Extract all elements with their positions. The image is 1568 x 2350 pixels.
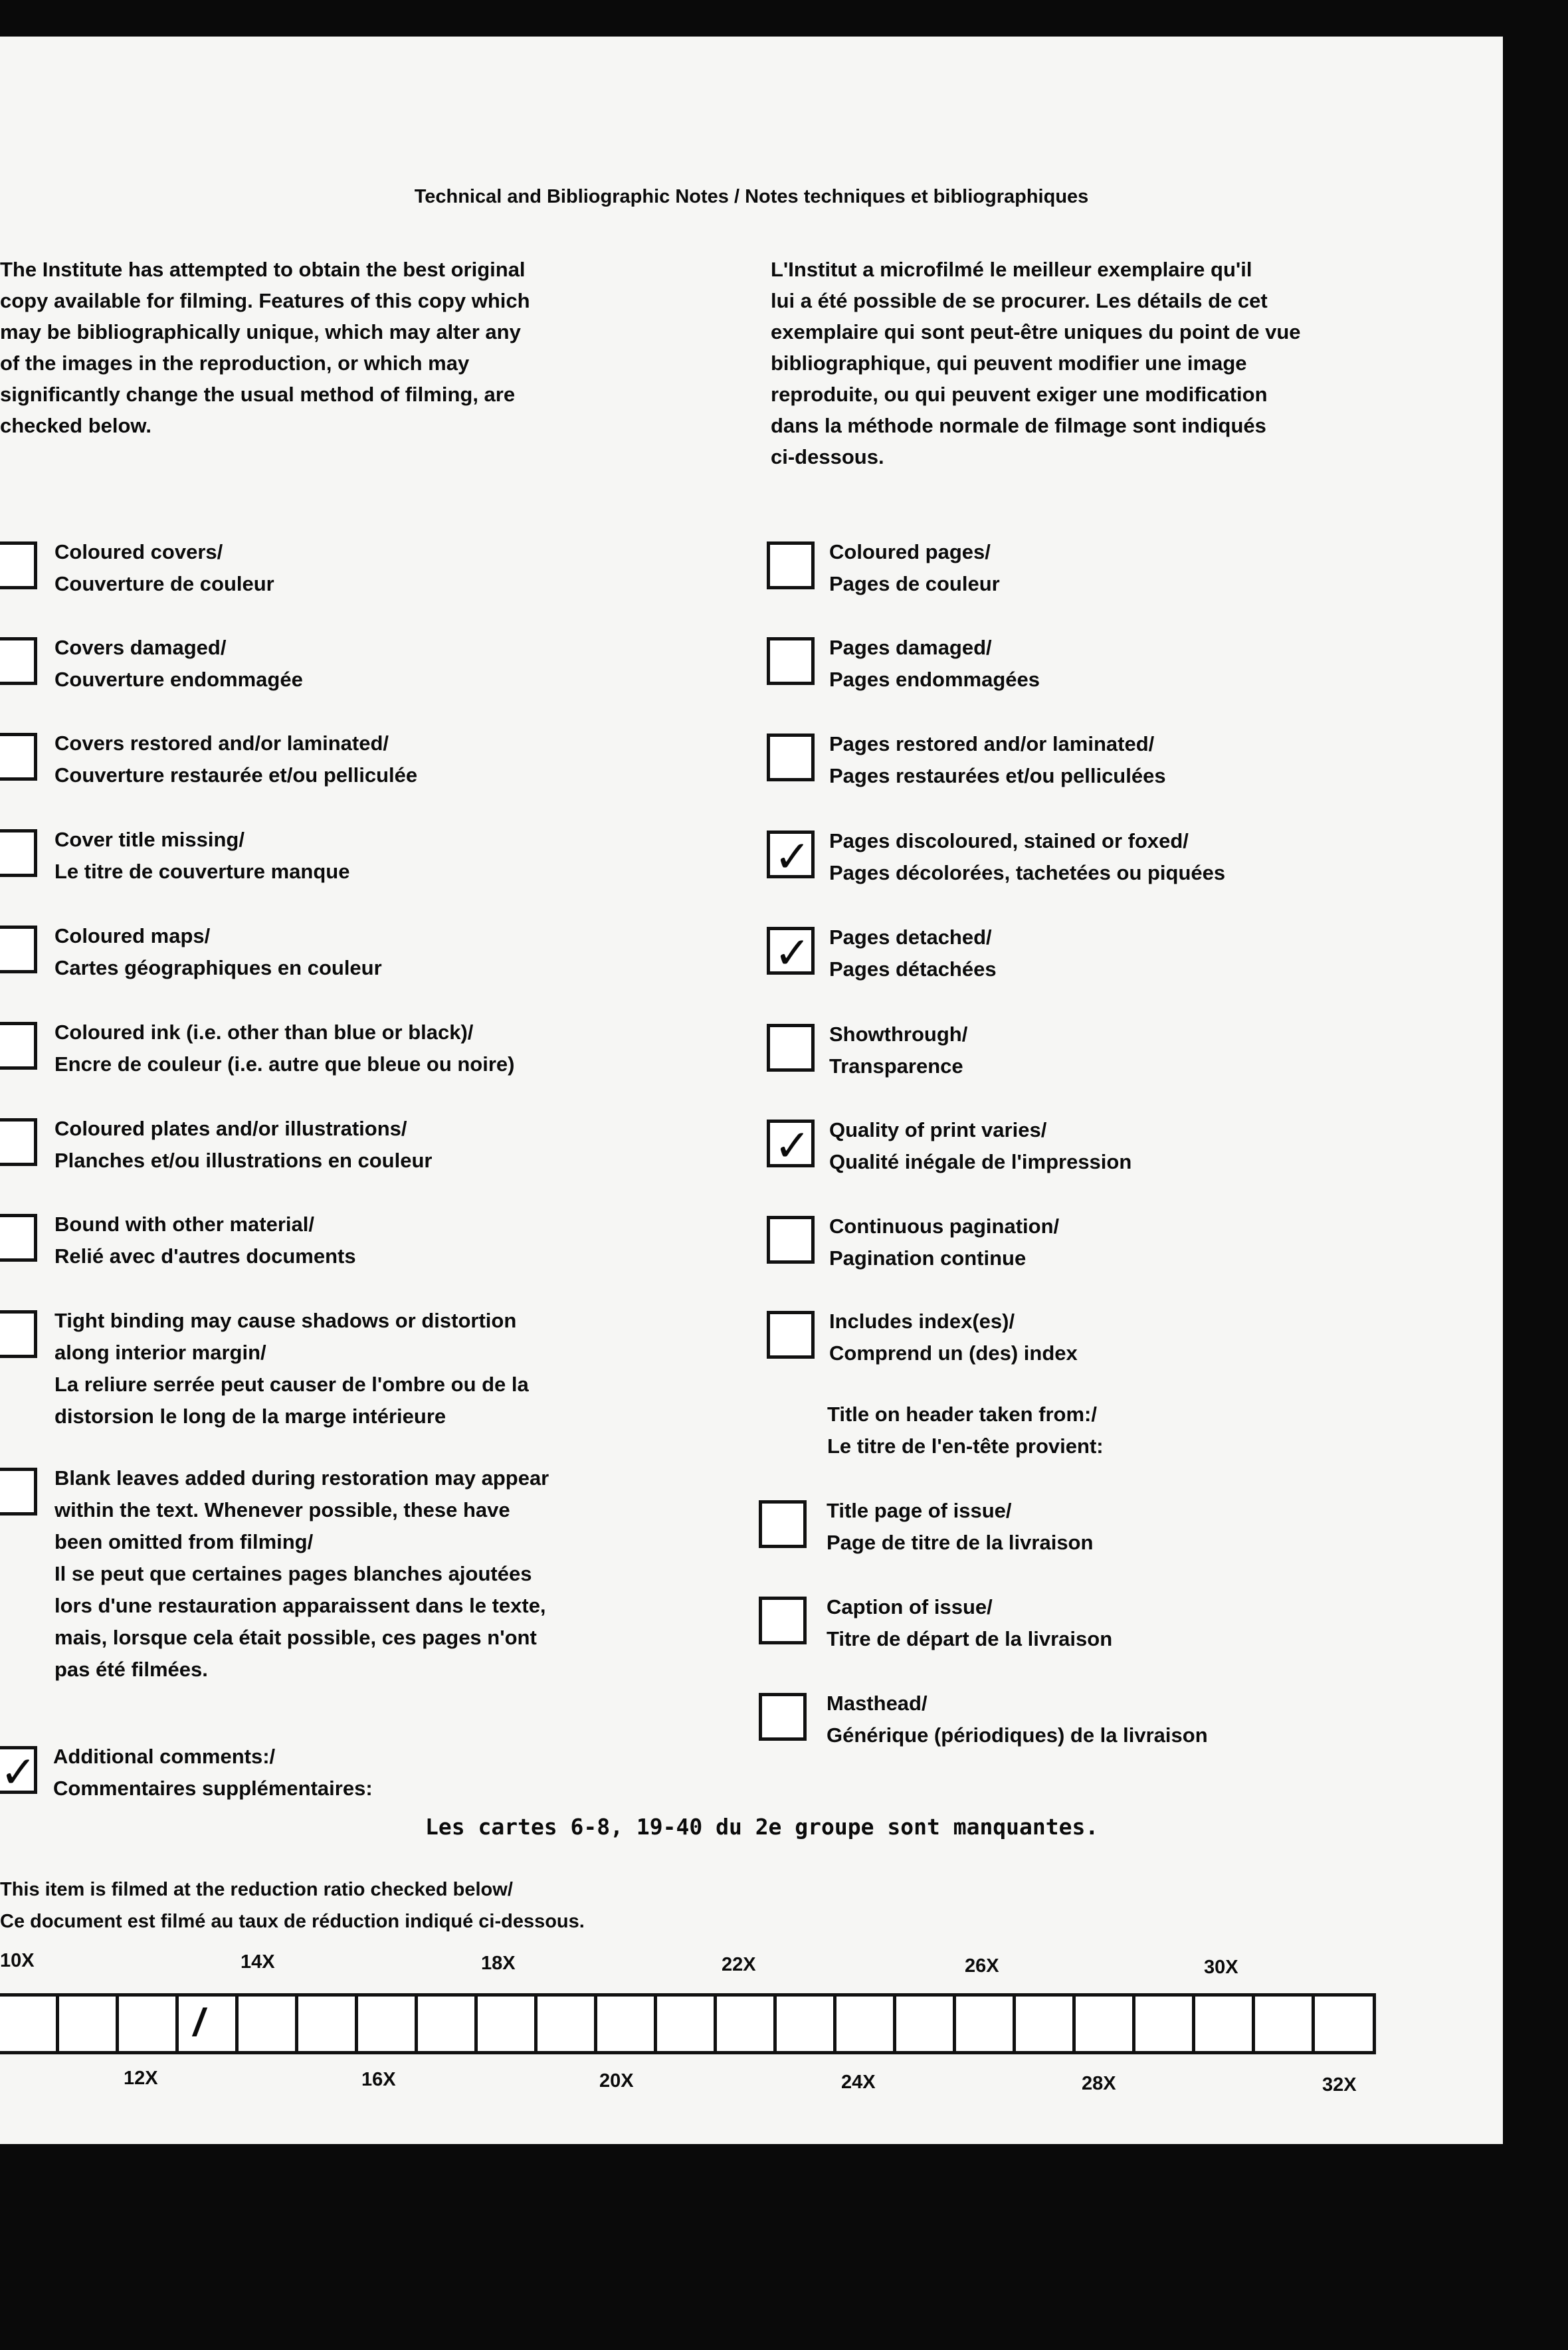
- checklist-label: [827, 1495, 1093, 1559]
- checkbox[interactable]: [0, 829, 37, 877]
- scale-label-bottom: 20X: [599, 2070, 634, 2092]
- checklist-label: [829, 825, 1225, 889]
- ratio-cell[interactable]: [175, 1997, 235, 2051]
- checklist-label: [54, 920, 382, 984]
- label-line: Caption of issue/: [827, 1595, 993, 1618]
- label-line: Pages restored and/or laminated/: [829, 732, 1155, 755]
- label-line: Showthrough/: [829, 1023, 968, 1046]
- intro-line: exemplaire qui sont peut-être uniques du point de vue: [771, 320, 1301, 343]
- checkbox[interactable]: [759, 1693, 807, 1741]
- intro-line: copy available for filming. Features of this copy which: [0, 289, 530, 312]
- ratio-check-mark-icon: /: [193, 2001, 205, 2044]
- ratio-cell[interactable]: [1252, 1997, 1312, 2051]
- label-line: Pages de couleur: [829, 572, 1000, 595]
- scale-label-bottom: 16X: [361, 2069, 396, 2090]
- label-line: Additional comments:/: [53, 1745, 276, 1768]
- ratio-cell[interactable]: [773, 1997, 833, 2051]
- reduction-ratio-grid: [0, 1993, 1376, 2054]
- label-line: Pagination continue: [829, 1246, 1027, 1270]
- header-note-line: Title on header taken from:/: [827, 1403, 1097, 1426]
- intro-line: dans la méthode normale de filmage sont indiqués: [771, 414, 1266, 437]
- label-line: Pages détachées: [829, 957, 997, 981]
- label-line: pas été filmées.: [54, 1658, 208, 1681]
- intro-english: [0, 254, 598, 441]
- ratio-cell[interactable]: [1132, 1997, 1192, 2051]
- ratio-cell[interactable]: [415, 1997, 474, 2051]
- label-line: Titre de départ de la livraison: [827, 1627, 1113, 1650]
- ratio-cell[interactable]: [474, 1997, 534, 2051]
- checklist-label: [53, 1741, 373, 1805]
- checklist-label: [829, 1114, 1131, 1178]
- label-line: been omitted from filming/: [54, 1530, 314, 1553]
- checkbox[interactable]: [767, 927, 815, 979]
- ratio-cell[interactable]: [0, 1997, 56, 2051]
- label-line: Pages discoloured, stained or foxed/: [829, 829, 1189, 852]
- checkbox[interactable]: [0, 1022, 37, 1070]
- checkbox[interactable]: [767, 1120, 815, 1171]
- label-line: Covers restored and/or laminated/: [54, 732, 389, 755]
- ratio-cell[interactable]: [56, 1997, 116, 2051]
- checkbox[interactable]: [759, 1597, 807, 1644]
- label-line: Covers damaged/: [54, 636, 227, 659]
- checklist-label: [54, 1462, 549, 1686]
- ratio-cell[interactable]: [116, 1997, 175, 2051]
- intro-line: L'Institut a microfilmé le meilleur exemplaire qu'il: [771, 258, 1252, 281]
- checkbox[interactable]: [0, 1118, 37, 1166]
- label-line: Pages restaurées et/ou pelliculées: [829, 764, 1166, 787]
- checkbox[interactable]: [767, 541, 815, 589]
- label-line: Couverture de couleur: [54, 572, 274, 595]
- check-mark-icon: ✓: [774, 831, 811, 882]
- checklist-label: [829, 632, 1040, 696]
- label-line: Pages décolorées, tachetées ou piquées: [829, 861, 1226, 884]
- intro-line: of the images in the reproduction, or which may: [0, 351, 470, 375]
- label-line: Le titre de couverture manque: [54, 860, 350, 883]
- checklist-label: [54, 1305, 529, 1432]
- scale-label-bottom: 24X: [841, 2072, 876, 2093]
- checklist-label: [54, 1113, 432, 1177]
- label-line: Masthead/: [827, 1692, 928, 1715]
- label-line: Blank leaves added during restoration may appear: [54, 1466, 549, 1490]
- checkbox[interactable]: [0, 1468, 37, 1516]
- header-note-line: Le titre de l'en-tête provient:: [827, 1434, 1104, 1458]
- label-line: La reliure serrée peut causer de l'ombre ou de la: [54, 1373, 529, 1396]
- page-title: Technical and Bibliographic Notes / Notes techniques et bibliographiques: [414, 186, 1089, 207]
- label-line: Includes index(es)/: [829, 1310, 1015, 1333]
- intro-line: may be bibliographically unique, which may alter any: [0, 320, 521, 343]
- checklist-label: [827, 1591, 1112, 1655]
- checkbox[interactable]: [0, 541, 37, 589]
- checklist-label: [829, 1211, 1059, 1274]
- checklist-label: [829, 728, 1166, 792]
- label-line: Cover title missing/: [54, 828, 245, 851]
- scale-label-top: 30X: [1204, 1957, 1238, 1978]
- intro-line: checked below.: [0, 414, 151, 437]
- checkbox[interactable]: [0, 733, 37, 781]
- scale-label-bottom: 12X: [124, 2068, 158, 2089]
- label-line: Couverture endommagée: [54, 668, 303, 691]
- checkbox[interactable]: [767, 1311, 815, 1359]
- checklist-label: [829, 922, 997, 985]
- label-line: Couverture restaurée et/ou pelliculée: [54, 763, 418, 787]
- notes-sheet: [0, 37, 1503, 2144]
- label-line: Coloured maps/: [54, 924, 211, 947]
- intro-line: bibliographique, qui peuvent modifier une image: [771, 351, 1247, 375]
- ratio-cell[interactable]: [295, 1997, 355, 2051]
- checkbox[interactable]: [767, 637, 815, 685]
- intro-line: significantly change the usual method of filming, are: [0, 383, 516, 406]
- label-line: Générique (périodiques) de la livraison: [827, 1723, 1208, 1747]
- reduction-ratio-note: [0, 1874, 585, 1937]
- ratio-cell[interactable]: [953, 1997, 1013, 2051]
- label-line: Pages endommagées: [829, 668, 1040, 691]
- label-line: along interior margin/: [54, 1341, 266, 1364]
- checklist-label: [54, 1209, 356, 1272]
- intro-french: [771, 254, 1369, 472]
- ratio-cell[interactable]: [355, 1997, 415, 2051]
- checkbox[interactable]: [767, 734, 815, 781]
- label-line: Cartes géographiques en couleur: [54, 956, 382, 979]
- scale-label-top: 18X: [481, 1953, 516, 1974]
- ratio-cell[interactable]: [1192, 1997, 1252, 2051]
- label-line: Relié avec d'autres documents: [54, 1244, 356, 1268]
- label-line: distorsion le long de la marge intérieure: [54, 1405, 446, 1428]
- label-line: within the text. Whenever possible, these have: [54, 1498, 510, 1521]
- scale-label-top: 14X: [241, 1951, 275, 1973]
- ratio-cell[interactable]: [235, 1997, 295, 2051]
- ratio-cell[interactable]: [534, 1997, 594, 2051]
- checkbox[interactable]: [0, 1310, 37, 1358]
- ratio-cell[interactable]: [1312, 1997, 1373, 2051]
- label-line: mais, lorsque cela était possible, ces pages n'ont: [54, 1626, 537, 1649]
- checklist-label: [829, 536, 1000, 600]
- scale-label-top: 22X: [722, 1954, 756, 1975]
- checklist-label: [829, 1019, 967, 1082]
- checkbox[interactable]: [767, 831, 815, 882]
- label-line: Page de titre de la livraison: [827, 1531, 1094, 1554]
- label-line: Coloured covers/: [54, 540, 223, 563]
- label-line: Pages detached/: [829, 926, 992, 949]
- scale-label-bottom: 32X: [1322, 2074, 1357, 2096]
- scale-label-top: 10X: [0, 1950, 35, 1971]
- label-line: Coloured ink (i.e. other than blue or black)/: [54, 1021, 474, 1044]
- intro-line: The Institute has attempted to obtain the best original: [0, 258, 526, 281]
- label-line: Transparence: [829, 1054, 963, 1078]
- checkbox[interactable]: [0, 926, 37, 973]
- ratio-cell[interactable]: [654, 1997, 714, 2051]
- checkbox[interactable]: [0, 637, 37, 685]
- checkbox[interactable]: [767, 1024, 815, 1072]
- checklist-label: [54, 824, 349, 888]
- checkbox[interactable]: [0, 1214, 37, 1262]
- intro-line: ci-dessous.: [771, 445, 884, 468]
- label-line: Coloured plates and/or illustrations/: [54, 1117, 407, 1140]
- label-line: Title page of issue/: [827, 1499, 1012, 1522]
- label-line: Quality of print varies/: [829, 1118, 1047, 1141]
- checkbox[interactable]: [759, 1500, 807, 1548]
- checklist-label: [54, 536, 274, 600]
- label-line: lors d'une restauration apparaissent dans le texte,: [54, 1594, 546, 1617]
- label-line: Bound with other material/: [54, 1213, 314, 1236]
- ratio-cell[interactable]: [594, 1997, 654, 2051]
- check-mark-icon: ✓: [0, 1747, 37, 1798]
- check-mark-icon: ✓: [774, 928, 811, 979]
- label-line: Coloured pages/: [829, 540, 991, 563]
- checklist-label: [54, 728, 417, 791]
- checklist-label: [827, 1688, 1208, 1751]
- label-line: Comprend un (des) index: [829, 1341, 1078, 1365]
- scale-label-bottom: 28X: [1082, 2073, 1116, 2094]
- ratio-line: This item is filmed at the reduction ratio checked below/: [0, 1879, 513, 1900]
- label-line: Encre de couleur (i.e. autre que bleue ou noire): [54, 1052, 515, 1076]
- checklist-label: [54, 1017, 514, 1080]
- label-line: Tight binding may cause shadows or distortion: [54, 1309, 517, 1332]
- check-mark-icon: ✓: [774, 1120, 811, 1171]
- checkbox[interactable]: [767, 1216, 815, 1264]
- label-line: Il se peut que certaines pages blanches ajoutées: [54, 1562, 532, 1585]
- ratio-cell[interactable]: [1013, 1997, 1072, 2051]
- checklist-label: [54, 632, 303, 696]
- label-line: Planches et/ou illustrations en couleur: [54, 1149, 433, 1172]
- label-line: Commentaires supplémentaires:: [53, 1777, 373, 1800]
- intro-line: lui a été possible de se procurer. Les détails de cet: [771, 289, 1268, 312]
- ratio-cell[interactable]: [714, 1997, 773, 2051]
- ratio-cell[interactable]: [833, 1997, 893, 2051]
- header-note: [827, 1399, 1104, 1462]
- label-line: Pages damaged/: [829, 636, 992, 659]
- ratio-cell[interactable]: [893, 1997, 953, 2051]
- label-line: Qualité inégale de l'impression: [829, 1150, 1132, 1173]
- ratio-cell[interactable]: [1072, 1997, 1132, 2051]
- checkbox[interactable]: [0, 1746, 37, 1798]
- checklist-label: [829, 1306, 1078, 1369]
- additional-comments-text: Les cartes 6-8, 19-40 du 2e groupe sont manquantes.: [425, 1814, 1099, 1840]
- ratio-line: Ce document est filmé au taux de réduction indiqué ci-dessous.: [0, 1911, 585, 1932]
- intro-line: reproduite, ou qui peuvent exiger une modification: [771, 383, 1268, 406]
- label-line: Continuous pagination/: [829, 1215, 1060, 1238]
- scale-label-top: 26X: [965, 1955, 999, 1977]
